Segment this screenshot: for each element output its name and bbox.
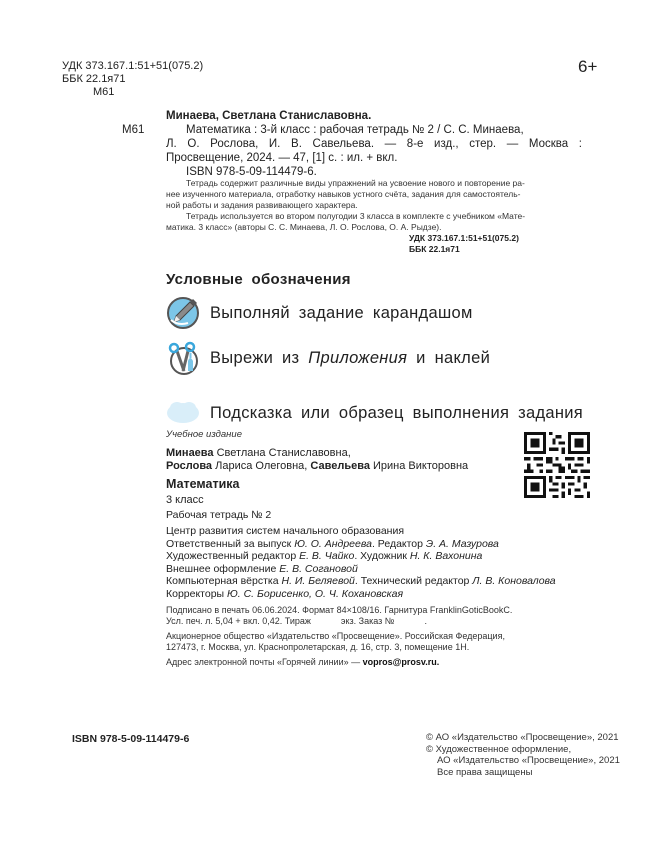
bib-line2: Л. О. Рослова, И. В. Савельева. — 8-е изд., стер. — Москва : (166, 138, 582, 150)
print-line2: Усл. печ. л. 5,04 + вкл. 0,42. Тираж экз. Заказ № . (166, 616, 427, 626)
copyright-line2: © Художественное оформление, (426, 743, 572, 755)
proof-label: Корректоры (166, 587, 228, 600)
bib-annotation2-l1: Тетрадь используется во втором полугодии 3 класса в комплекте с учебником «Мате- (186, 211, 526, 221)
author1-name: Светлана Станиславовна, (213, 447, 351, 459)
legend-text-pencil: Выполняй задание карандашом (210, 303, 473, 322)
staff-art (166, 550, 482, 563)
bib-annotation1-l2: нее изученного материала, отработку навыков устного счёта, задания для самостоятель- (166, 189, 521, 199)
staff-design (166, 563, 358, 576)
hotline-email[interactable]: vopros@prosv.ru. (362, 657, 440, 667)
staff-resp-editor (166, 538, 499, 551)
author3-surname: Савельева (310, 460, 370, 472)
staff-center: Центр развития систем начального образования (166, 525, 405, 537)
layout-name: Н. И. Беляевой (281, 575, 355, 587)
author1-surname: Минаева (166, 447, 214, 459)
legend-title: Условные обозначения (166, 271, 351, 288)
design-label: Внешнее оформление (166, 562, 280, 575)
staff-proof (166, 588, 403, 601)
bib-udk: УДК 373.167.1:51+51(075.2) (409, 233, 519, 243)
print-line1: Подписано в печать 06.06.2024. Формат 84×108/16. Гарнитура FranklinGoticBookC. (166, 605, 513, 615)
header-udk: УДК 373.167.1:51+51(075.2) (62, 60, 204, 72)
author2-name: Лариса Олеговна, (212, 460, 311, 472)
hotline (166, 657, 439, 668)
design-name: Е. В. Согановой (279, 562, 358, 575)
bib-line3: Просвещение, 2024. — 47, [1] с. : ил. + вкл. (166, 152, 398, 164)
artist-label: . Художник (354, 550, 410, 562)
bib-bbk: ББК 22.1я71 (409, 244, 460, 254)
legend-text-scissors (210, 349, 490, 368)
layout-label: Компьютерная вёрстка (166, 575, 282, 587)
header-bbk: ББК 22.1я71 (62, 73, 126, 85)
copyright-rights: Все права защищены (437, 766, 533, 778)
legend-item-hint (166, 396, 583, 430)
resp-name: Ю. О. Андреева (294, 537, 372, 550)
pencil-icon (166, 296, 200, 330)
publisher-line2: 127473, г. Москва, ул. Краснопролетарская, д. 16, стр. 3, помещение 1Н. (166, 642, 470, 652)
header-author-mark: М61 (93, 86, 115, 98)
bib-isbn: ISBN 978-5-09-114479-6. (186, 166, 317, 178)
copyright-line3: АО «Издательство «Просвещение», 2021 (437, 755, 620, 766)
art-ed-name: Е. В. Чайко (299, 550, 355, 562)
proof-name: Ю. С. Борисенко, О. Ч. Кохановская (227, 587, 404, 600)
publisher-line1: Акционерное общество «Издательство «Просвещение». Российская Федерация, (166, 631, 505, 641)
footer-isbn: ISBN 978-5-09-114479-6 (72, 733, 190, 745)
editor-label: . Редактор (371, 537, 426, 550)
bib-annotation2-l2: матика. 3 класс» (авторы С. С. Минаева, Л. О. Рослова, О. А. Рыдзе). (166, 222, 442, 232)
tech-name: Л. В. Коновалова (472, 575, 556, 587)
tech-label: . Технический редактор (354, 575, 473, 587)
editor-name: Э. А. Мазурова (425, 537, 499, 550)
bib-annotation1-l1: Тетрадь содержит различные виды упражнений на усвоение нового и повторение ра- (186, 178, 525, 188)
qr-code (524, 432, 590, 498)
artist-name: Н. К. Вахонина (409, 550, 483, 562)
imprint-authors-line1 (166, 447, 351, 460)
hotline-label: Адрес электронной почты «Горячей линии» — (166, 657, 363, 667)
bib-author-heading: Минаева, Светлана Станиславовна. (166, 110, 372, 122)
scissors-glue-icon (166, 341, 200, 375)
staff-layout (166, 575, 556, 588)
art-ed-label: Художественный редактор (166, 550, 300, 562)
age-rating: 6+ (578, 57, 598, 76)
footer-copyright (426, 732, 620, 778)
legend-text-hint: Подсказка или образец выполнения задания (210, 403, 584, 422)
bib-mark: М61 (122, 124, 145, 136)
legend-text-scissors-before: Вырежи из (210, 348, 309, 367)
legend-item-scissors (166, 341, 490, 375)
grade: 3 класс (166, 494, 204, 506)
legend-text-scissors-italic: Приложения (308, 348, 408, 367)
resp-label: Ответственный за выпуск (166, 537, 295, 550)
author3-name: Ирина Викторовна (369, 460, 469, 472)
imprint-authors-line2 (166, 460, 468, 473)
workbook-number: Рабочая тетрадь № 2 (166, 509, 272, 521)
edition-type: Учебное издание (166, 429, 242, 440)
author2-surname: Рослова (166, 460, 213, 472)
bib-line1: Математика : 3-й класс : рабочая тетрадь № 2 / С. С. Минаева, (186, 124, 524, 136)
book-title: Математика (166, 477, 240, 491)
legend-text-scissors-after: и наклей (407, 348, 491, 367)
legend-item-pencil (166, 296, 473, 330)
cloud-hint-icon (166, 396, 200, 430)
copyright-line1: © АО «Издательство «Просвещение», 2021 (426, 732, 619, 743)
bib-annotation1-l3: ной работы и задания развивающего характера. (166, 200, 358, 210)
